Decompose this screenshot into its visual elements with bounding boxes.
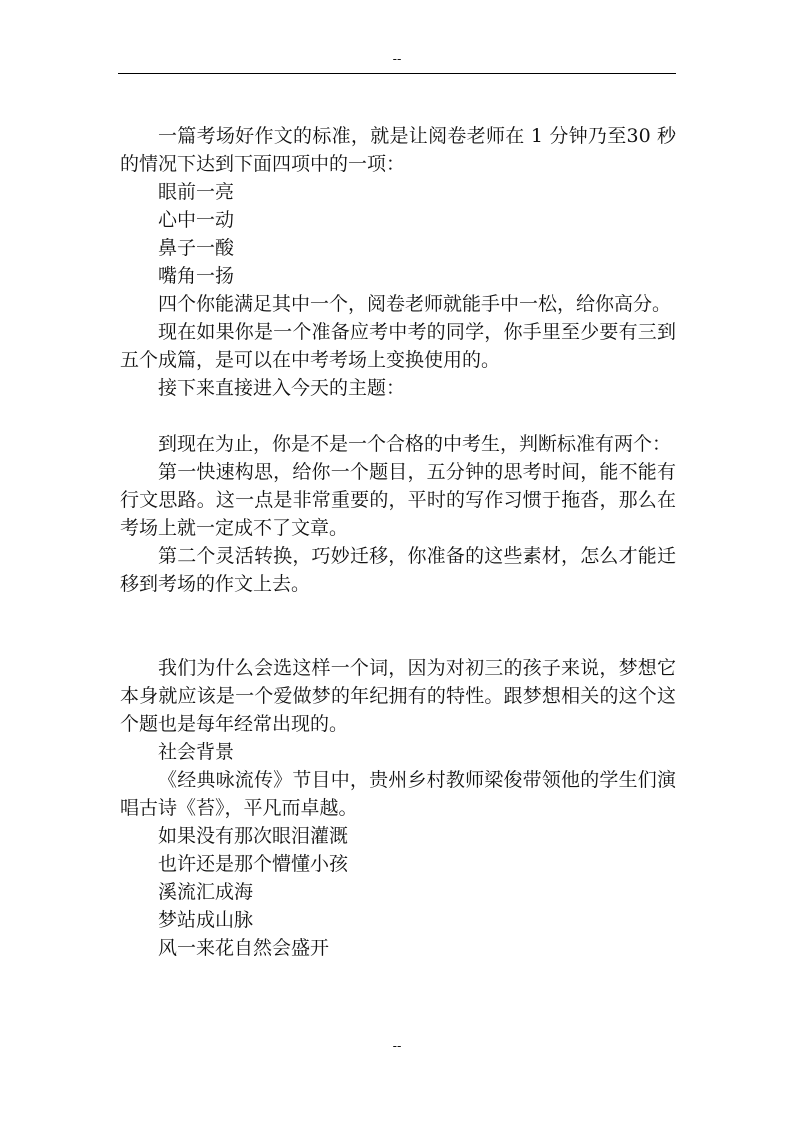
lyric-line-4: 梦站成山脉 xyxy=(158,909,254,931)
paragraph-preparation: 现在如果你是一个准备应考中考的同学，你手里至少要有三到五个成篇，是可以在中考考场上变换使用的。 xyxy=(120,321,676,371)
paragraph-high-score: 四个你能满足其中一个，阅卷老师就能手中一松，给你高分。 xyxy=(158,293,672,315)
lyric-line-2: 也许还是那个懵懂小孩 xyxy=(158,853,349,875)
header-divider xyxy=(118,73,676,74)
paragraph-program: 《经典咏流传》节目中，贵州乡村教师梁俊带领他的学生们演唱古诗《苔》，平凡而卓越。 xyxy=(120,769,676,819)
line-nose-sour: 鼻子一酸 xyxy=(158,237,235,259)
page-footer-mark: -- xyxy=(392,1039,402,1054)
lyric-line-5: 风一来花自然会盛开 xyxy=(158,937,330,959)
paragraph-first-criterion: 第一快速构思，给你一个题目，五分钟的思考时间，能不能有行文思路。这一点是非常重要的，平时的写作习惯于拖沓，那么在考场上就一定成不了文章。 xyxy=(120,461,676,539)
spacer xyxy=(120,598,676,654)
paragraph-social-background: 社会背景 xyxy=(158,741,235,763)
lyric-line-1: 如果没有那次眼泪灌溉 xyxy=(158,825,349,847)
spacer xyxy=(120,402,676,430)
line-mouth-smile: 嘴角一扬 xyxy=(158,265,235,287)
paragraph-topic-intro: 接下来直接进入今天的主题： xyxy=(158,377,406,399)
paragraph-dream-word: 我们为什么会选这样一个词，因为对初三的孩子来说，梦想它本身就应该是一个爱做梦的年纪拥有的特性。跟梦想相关的这个这个题也是每年经常出现的。 xyxy=(120,657,676,735)
paragraph-standard: 一篇考场好作文的标准，就是让阅卷老师在 1 分钟乃至30 秒的情况下达到下面四项中的一项： xyxy=(120,125,676,175)
line-heart-moved: 心中一动 xyxy=(158,209,235,231)
page-header-mark: -- xyxy=(392,52,402,67)
lyric-line-3: 溪流汇成海 xyxy=(158,881,254,903)
paragraph-criteria: 到现在为止，你是不是一个合格的中考生，判断标准有两个： xyxy=(158,433,672,455)
document-body xyxy=(120,122,676,962)
paragraph-second-criterion: 第二个灵活转换，巧妙迁移，你准备的这些素材，怎么才能迁移到考场的作文上去。 xyxy=(120,545,676,595)
line-eyes-bright: 眼前一亮 xyxy=(158,181,235,203)
